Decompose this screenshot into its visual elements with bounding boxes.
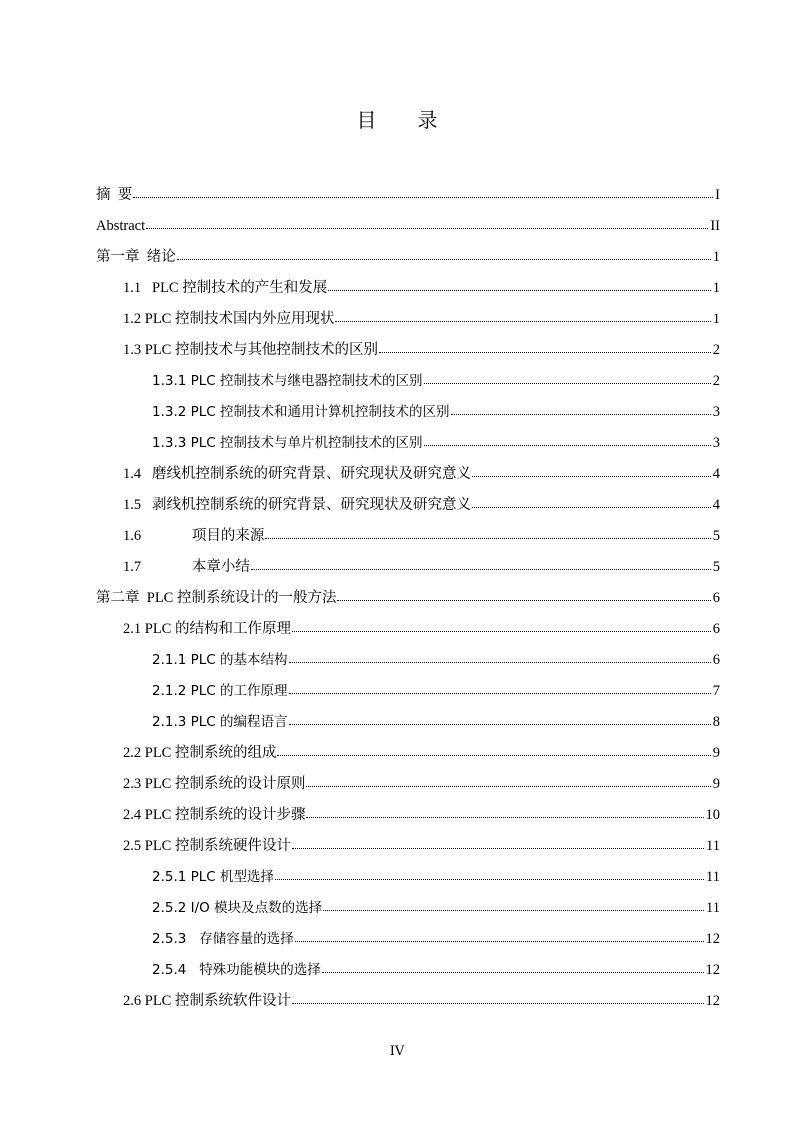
toc-entry-label: 2.5 PLC 控制系统硬件设计: [123, 838, 291, 854]
toc-entry-label: 1.6 项目的来源: [123, 528, 265, 544]
toc-entry-page: 4: [712, 497, 720, 513]
toc-entry-label: 2.1.2 PLC 的工作原理: [152, 683, 288, 699]
toc-entry-label: 2.6 PLC 控制系统软件设计: [123, 993, 291, 1009]
toc-entry-page: 5: [712, 559, 720, 575]
toc-entry-page: 12: [705, 931, 720, 947]
toc-entry[interactable]: [96, 273, 720, 304]
toc-entry-label: 1.4 磨线机控制系统的研究背景、研究现状及研究意义: [123, 466, 471, 482]
toc-entry-page: 11: [706, 838, 720, 854]
toc-entry-page: 12: [705, 962, 720, 978]
toc-entry-label: 2.5.3 存储容量的选择: [152, 931, 294, 947]
toc-entry-page: 2: [712, 342, 720, 358]
dot-leader: [322, 971, 704, 973]
toc-entry[interactable]: [96, 428, 720, 459]
toc-entry-label: 2.2 PLC 控制系统的组成: [123, 745, 277, 761]
toc-entry-page: 4: [712, 466, 720, 482]
toc-entry-label: 1.3.2 PLC 控制技术和通用计算机控制技术的区别: [152, 404, 450, 420]
toc-entry-page: 1: [712, 249, 720, 265]
toc-entry-label: 2.5.4 特殊功能模块的选择: [152, 962, 321, 978]
toc-entry[interactable]: [96, 211, 720, 242]
toc-entry-label: 2.1.1 PLC 的基本结构: [152, 652, 288, 668]
toc-entry-page: 3: [712, 404, 720, 420]
toc-entry[interactable]: [96, 552, 720, 583]
dot-leader: [424, 382, 711, 384]
page-number: IV: [389, 1044, 405, 1059]
toc-entry-label: 2.1.3 PLC 的编程语言: [152, 714, 288, 730]
toc-entry[interactable]: [96, 304, 720, 335]
dot-leader: [379, 351, 711, 353]
dot-leader: [146, 227, 708, 229]
dot-leader: [177, 258, 711, 260]
toc-entry-page: 12: [705, 993, 720, 1009]
dot-leader: [306, 785, 710, 787]
toc-entry-page: 8: [712, 714, 720, 730]
toc-entry-label: 1.3.1 PLC 控制技术与继电器控制技术的区别: [152, 373, 423, 389]
toc-entry-label: 1.3 PLC 控制技术与其他控制技术的区别: [123, 342, 378, 358]
dot-leader: [335, 320, 710, 322]
toc-entry[interactable]: [96, 397, 720, 428]
table-of-contents: [96, 180, 720, 1017]
dot-leader: [289, 723, 711, 725]
toc-entry[interactable]: [96, 645, 720, 676]
dot-leader: [292, 1002, 704, 1004]
toc-entry-label: 2.3 PLC 控制系统的设计原则: [123, 776, 306, 792]
toc-entry[interactable]: [96, 614, 720, 645]
toc-entry[interactable]: [96, 583, 720, 614]
toc-entry-label: 1.3.3 PLC 控制技术与单片机控制技术的区别: [152, 435, 423, 451]
toc-entry-label: 第一章 绪论: [96, 249, 176, 265]
toc-entry[interactable]: [96, 986, 720, 1017]
toc-entry-page: 6: [712, 590, 720, 606]
dot-leader: [328, 289, 711, 291]
toc-entry[interactable]: [96, 366, 720, 397]
toc-entry-label: 2.1 PLC 的结构和工作原理: [123, 621, 291, 637]
dot-leader: [133, 196, 713, 198]
toc-entry-page: 11: [706, 869, 720, 885]
toc-entry-page: I: [715, 187, 720, 203]
toc-entry[interactable]: [96, 893, 720, 924]
toc-entry[interactable]: [96, 955, 720, 986]
dot-leader: [292, 630, 711, 632]
toc-entry-page: 1: [712, 311, 720, 327]
toc-entry-label: 第二章 PLC 控制系统设计的一般方法: [96, 590, 337, 606]
toc-entry-label: 1.2 PLC 控制技术国内外应用现状: [123, 311, 335, 327]
toc-entry-label: 1.1 PLC 控制技术的产生和发展: [123, 280, 328, 296]
dot-leader: [292, 847, 704, 849]
toc-entry-label: 1.5 剥线机控制系统的研究背景、研究现状及研究意义: [123, 497, 471, 513]
toc-entry[interactable]: [96, 831, 720, 862]
toc-entry[interactable]: [96, 335, 720, 366]
dot-leader: [323, 909, 704, 911]
toc-entry-label: 摘 要: [96, 187, 133, 203]
toc-entry-page: 6: [712, 652, 720, 668]
toc-entry-label: 2.5.2 I/O 模块及点数的选择: [152, 900, 323, 916]
dot-leader: [424, 444, 711, 446]
dot-leader: [275, 878, 704, 880]
toc-entry[interactable]: [96, 707, 720, 738]
toc-entry-page: 9: [712, 745, 720, 761]
toc-entry[interactable]: [96, 800, 720, 831]
dot-leader: [306, 816, 703, 818]
toc-entry-label: Abstract: [96, 218, 146, 234]
toc-entry-page: II: [710, 218, 720, 234]
dot-leader: [472, 475, 711, 477]
toc-entry-page: 3: [712, 435, 720, 451]
toc-entry-page: 6: [712, 621, 720, 637]
toc-entry[interactable]: [96, 242, 720, 273]
toc-entry[interactable]: [96, 676, 720, 707]
dot-leader: [472, 506, 711, 508]
dot-leader: [295, 940, 704, 942]
dot-leader: [289, 661, 711, 663]
toc-entry-page: 9: [712, 776, 720, 792]
dot-leader: [337, 599, 710, 601]
toc-entry[interactable]: [96, 738, 720, 769]
page-title: 目 录: [356, 110, 456, 132]
toc-entry[interactable]: [96, 769, 720, 800]
toc-entry[interactable]: [96, 924, 720, 955]
dot-leader: [289, 692, 711, 694]
toc-entry[interactable]: [96, 862, 720, 893]
toc-entry-page: 1: [712, 280, 720, 296]
toc-entry-page: 5: [712, 528, 720, 544]
toc-entry-page: 2: [712, 373, 720, 389]
toc-entry[interactable]: [96, 490, 720, 521]
toc-entry-page: 11: [706, 900, 720, 916]
dot-leader: [451, 413, 711, 415]
toc-entry-label: 2.5.1 PLC 机型选择: [152, 869, 275, 885]
toc-entry[interactable]: [96, 521, 720, 552]
dot-leader: [251, 568, 711, 570]
toc-entry[interactable]: [96, 459, 720, 490]
toc-entry-label: 2.4 PLC 控制系统的设计步骤: [123, 807, 306, 823]
toc-entry-label: 1.7 本章小结: [123, 559, 250, 575]
toc-entry[interactable]: [96, 180, 720, 211]
dot-leader: [277, 754, 710, 756]
toc-entry-page: 10: [705, 807, 720, 823]
dot-leader: [265, 537, 710, 539]
toc-entry-page: 7: [712, 683, 720, 699]
